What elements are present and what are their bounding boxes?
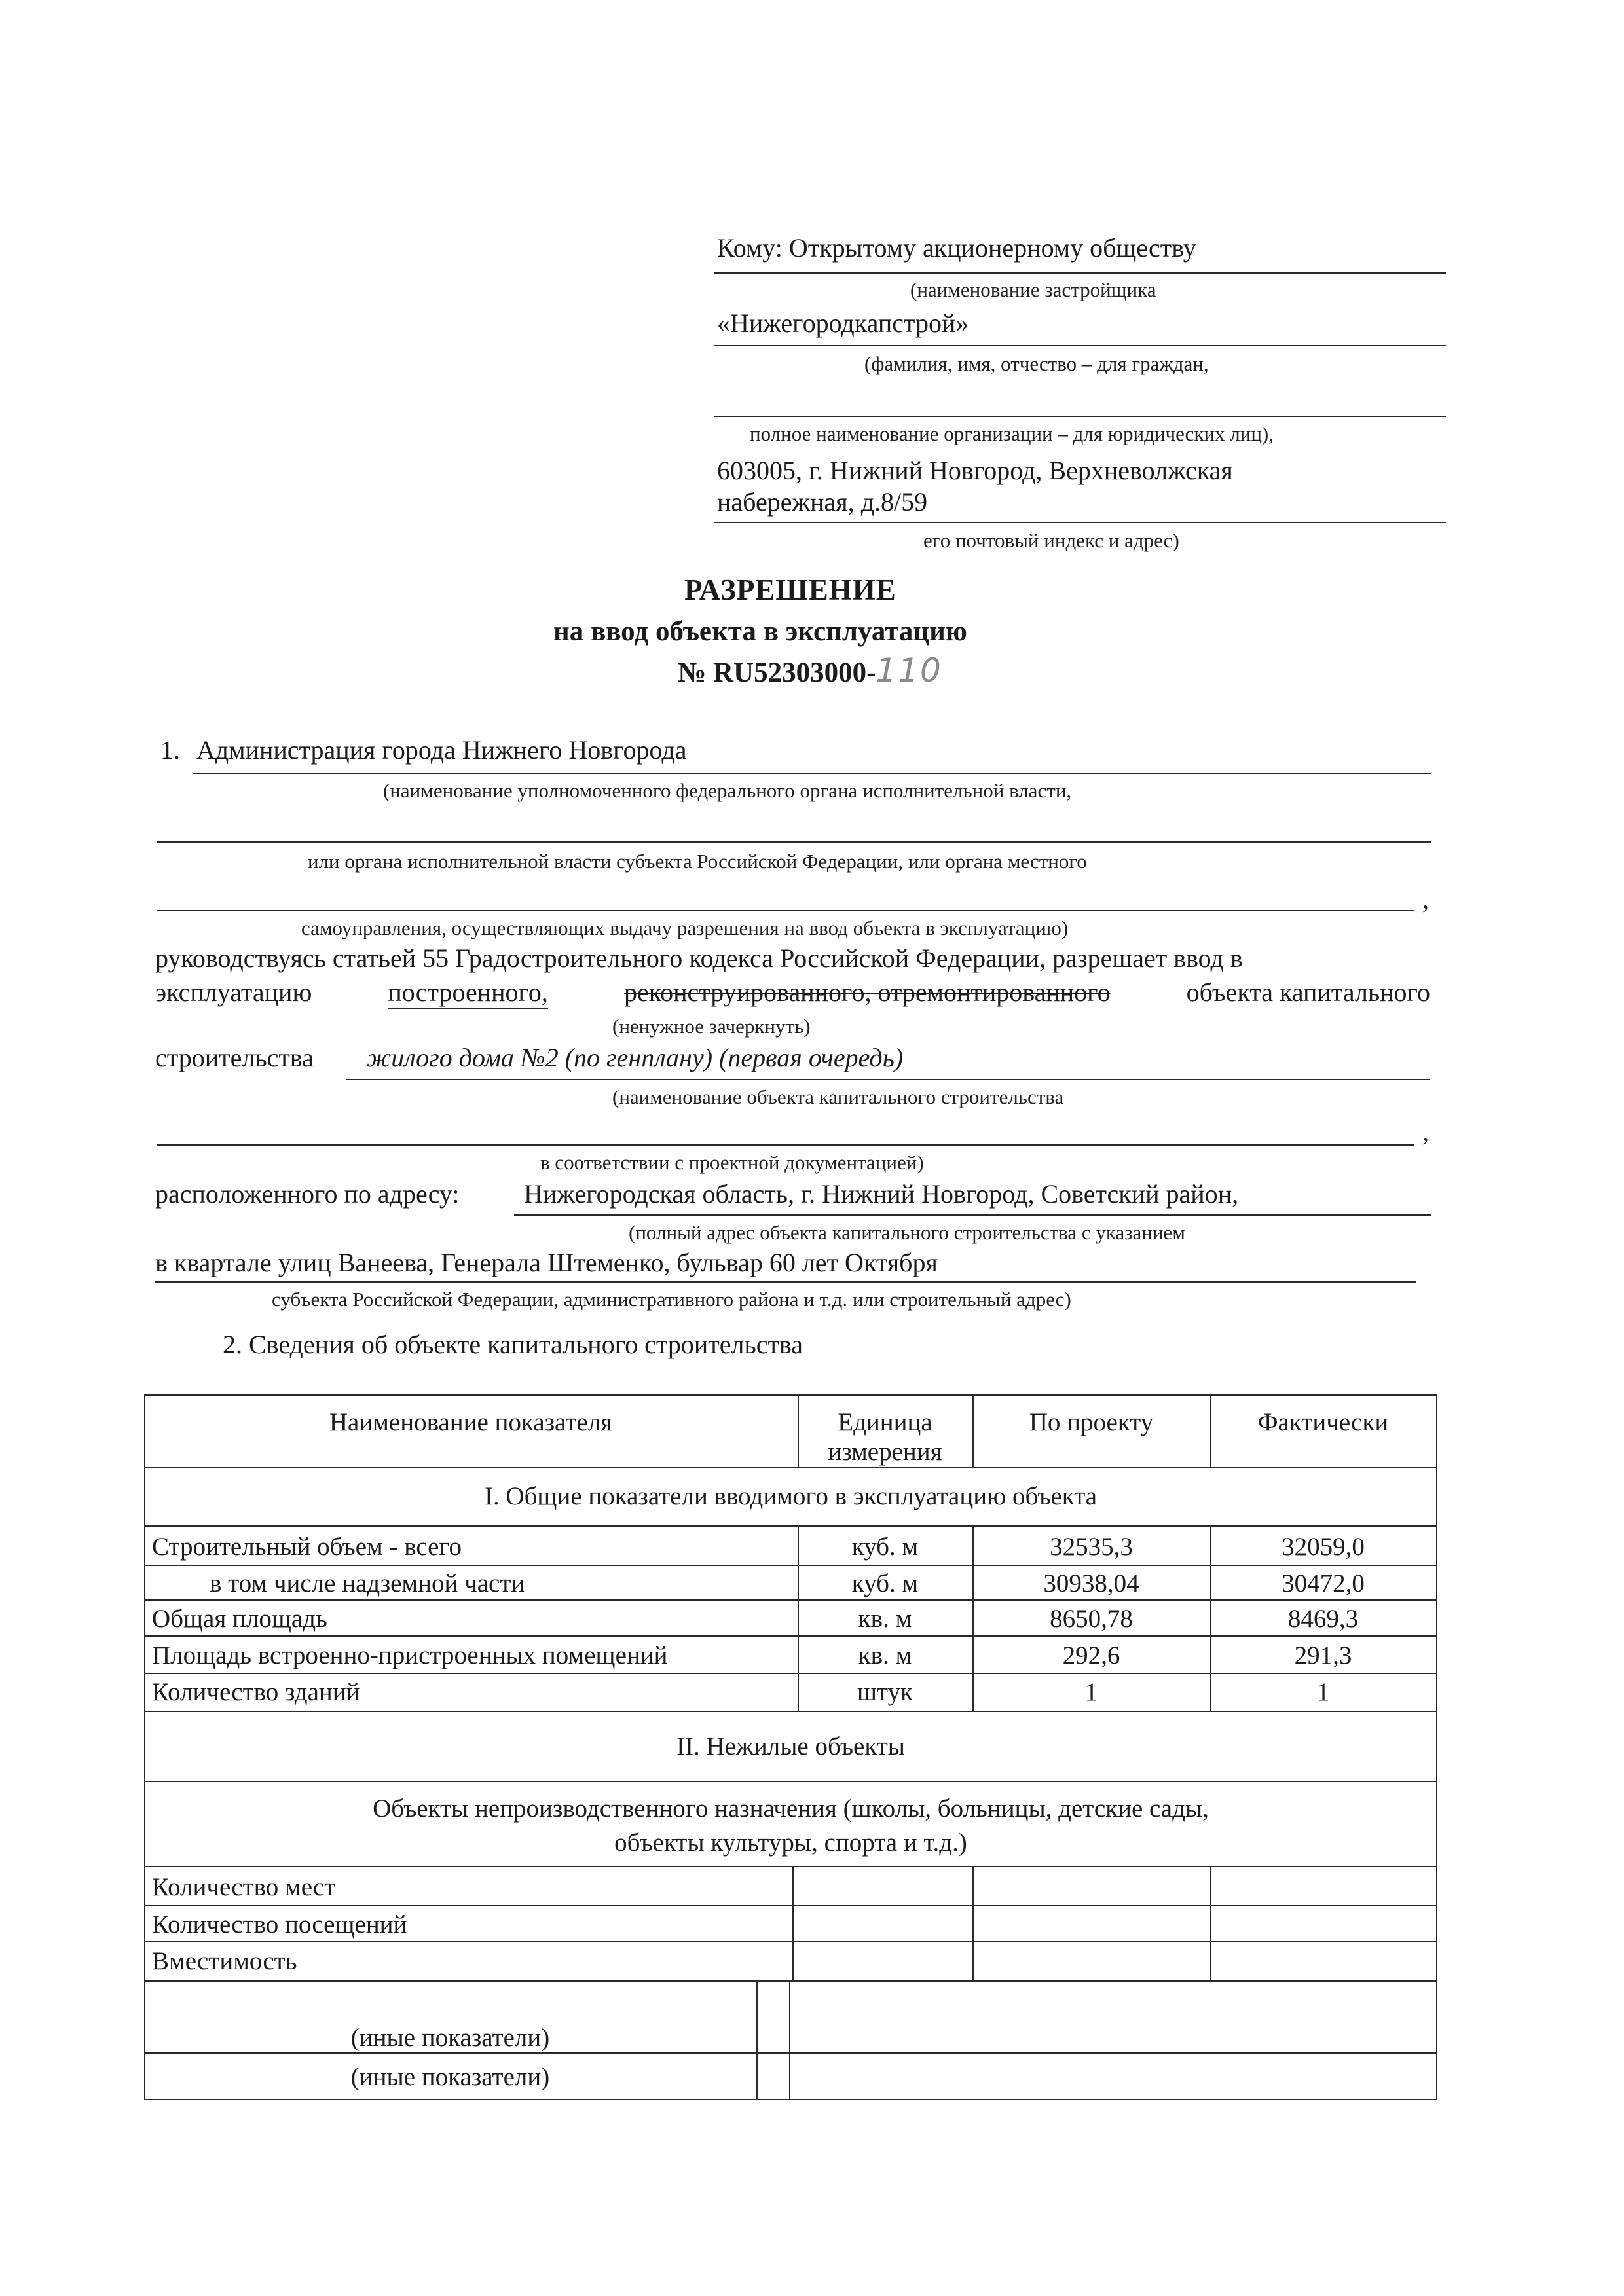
- row-unit: куб. м: [851, 1569, 919, 1597]
- table-border: [144, 1599, 1437, 1601]
- other-indicators-2: (иные показатели): [350, 2063, 550, 2091]
- row-actual: 32059,0: [1282, 1533, 1365, 1561]
- underline: [157, 1144, 1414, 1146]
- row-name: Площадь встроенно-пристроенных помещений: [152, 1641, 668, 1669]
- authority-caption-2: или органа исполнительной власти субъекта Российской Федерации, или органа местного: [308, 850, 1087, 873]
- organization-caption: полное наименование организации – для юридических лиц),: [750, 422, 1274, 445]
- row-project: 32535,3: [1050, 1533, 1133, 1561]
- row-unit: штук: [857, 1678, 913, 1706]
- handwritten-number: 110: [876, 651, 942, 689]
- table-border: [144, 1866, 1437, 1867]
- row-project: 8650,78: [1050, 1605, 1133, 1633]
- section-2-title: 2. Сведения об объекте капитального строительства: [223, 1330, 803, 1359]
- table-border: [972, 1866, 974, 1980]
- table-border: [144, 1525, 1437, 1527]
- group-general-indicators: I. Общие показатели вводимого в эксплуатацию объекта: [484, 1482, 1098, 1510]
- number-prefix: № RU52303000-: [678, 657, 876, 688]
- addressee-line: Кому: Открытому акционерному обществу: [717, 233, 1196, 263]
- header-project: По проекту: [1029, 1408, 1154, 1436]
- other-indicators-1: (иные показатели): [350, 2024, 550, 2052]
- row-actual: 30472,0: [1282, 1569, 1365, 1597]
- table-border: [792, 1866, 794, 1980]
- underline: [157, 910, 1414, 911]
- permit-text-line-1: руководствуясь статьей 55 Градостроительного кодекса Российской Федерации, разрешает ввод в: [155, 943, 1243, 973]
- group-non-production-line-2: объекты культуры, спорта и т.д.): [614, 1829, 967, 1857]
- underline: [714, 272, 1446, 274]
- postal-address-caption: его почтовый индекс и адрес): [923, 529, 1179, 552]
- object-address-line-2: в квартале улиц Ванеева, Генерала Штеменко, бульвар 60 лет Октября: [155, 1248, 938, 1277]
- row-actual: 291,3: [1294, 1641, 1352, 1669]
- strike-caption: (ненужное зачеркнуть): [612, 1015, 811, 1038]
- permit-text-commission: эксплуатацию: [155, 977, 312, 1007]
- object-info-table: [144, 1394, 1437, 2100]
- developer-caption: (наименование застройщика: [910, 278, 1156, 301]
- group-non-residential: II. Нежилые объекты: [676, 1732, 906, 1760]
- header-unit-line-1: Единица: [838, 1408, 932, 1436]
- document-title: РАЗРЕШЕНИЕ: [684, 574, 896, 606]
- table-border: [144, 1673, 1437, 1674]
- row-project: 292,6: [1062, 1641, 1120, 1669]
- table-border: [789, 1980, 790, 2100]
- authority-name: Администрация города Нижнего Новгорода: [196, 735, 687, 765]
- header-actual: Фактически: [1257, 1408, 1389, 1436]
- authority-caption-1: (наименование уполномоченного федерального органа исполнительной власти,: [383, 779, 1072, 802]
- table-border: [144, 1635, 1437, 1637]
- table-border: [144, 1781, 1437, 1782]
- location-label: расположенного по адресу:: [155, 1179, 460, 1209]
- table-border: [144, 2099, 1437, 2100]
- row-name: Количество посещений: [152, 1910, 407, 1939]
- option-struck: реконструированного, отремонтированного: [623, 977, 1111, 1007]
- row-name: Количество мест: [152, 1873, 336, 1901]
- row-unit: кв. м: [858, 1641, 912, 1669]
- underline: [714, 345, 1446, 346]
- section-number: 1.: [160, 735, 180, 765]
- table-border: [144, 1980, 1437, 1982]
- comma: ,: [1422, 884, 1429, 914]
- postal-address-line-1: 603005, г. Нижний Новгород, Верхневолжская: [717, 456, 1233, 485]
- option-built: построенного,: [388, 977, 548, 1009]
- row-name: в том числе надземной части: [210, 1569, 525, 1597]
- address-caption-1: (полный адрес объекта капитального строительства с указанием: [629, 1221, 1185, 1244]
- citizen-caption: (фамилия, имя, отчество – для граждан,: [864, 352, 1209, 375]
- underline: [157, 841, 1431, 843]
- row-unit: кв. м: [858, 1605, 912, 1633]
- underline: [346, 1079, 1430, 1080]
- row-project: 1: [1084, 1678, 1098, 1706]
- header-unit-line-2: измерения: [828, 1438, 942, 1466]
- underline: [155, 1281, 1416, 1283]
- underline: [514, 1214, 1431, 1216]
- row-unit: куб. м: [851, 1533, 919, 1561]
- table-border: [144, 1565, 1437, 1566]
- table-border: [1210, 1866, 1211, 1980]
- underline: [193, 773, 1431, 774]
- row-actual: 8469,3: [1287, 1605, 1359, 1633]
- table-border: [144, 1394, 1437, 1396]
- row-name: Количество зданий: [152, 1678, 360, 1706]
- permit-text-line-2: [155, 977, 1430, 1009]
- project-docs-caption: в соответствии с проектной документацией): [540, 1151, 924, 1174]
- developer-name: «Нижегородкапстрой»: [717, 308, 969, 338]
- construction-label: строительства: [155, 1043, 314, 1072]
- header-indicator-name: Наименование показателя: [329, 1408, 613, 1436]
- object-name: жилого дома №2 (по генплану) (первая очередь): [367, 1043, 904, 1072]
- row-name: Общая площадь: [152, 1605, 327, 1633]
- table-border: [144, 1467, 1437, 1468]
- row-actual: 1: [1316, 1678, 1330, 1706]
- table-border: [144, 2052, 1437, 2054]
- row-name: Вместимость: [152, 1947, 297, 1975]
- table-border: [144, 1711, 1437, 1712]
- permit-text-object: объекта капитального: [1186, 977, 1430, 1007]
- row-project: 30938,04: [1043, 1569, 1139, 1597]
- row-name: Строительный объем - всего: [152, 1533, 462, 1561]
- table-border: [144, 1905, 1437, 1906]
- group-non-production-line-1: Объекты непроизводственного назначения (школы, больницы, детские сады,: [373, 1795, 1209, 1823]
- object-address-line-1: Нижегородская область, г. Нижний Новгород, Советский район,: [524, 1179, 1239, 1209]
- table-border: [144, 1941, 1437, 1942]
- document-number: [678, 651, 942, 689]
- postal-address-line-2: набережная, д.8/59: [717, 487, 928, 517]
- underline: [714, 416, 1446, 417]
- object-caption: (наименование объекта капитального строительства: [612, 1085, 1064, 1108]
- underline: [714, 522, 1446, 523]
- table-border: [756, 1980, 758, 2100]
- authority-caption-3: самоуправления, осуществляющих выдачу разрешения на ввод объекта в эксплуатацию): [301, 917, 1069, 939]
- address-caption-2: субъекта Российской Федерации, административного района и т.д. или строительный адрес): [272, 1288, 1071, 1311]
- document-subtitle: на ввод объекта в эксплуатацию: [553, 616, 967, 647]
- comma: ,: [1422, 1117, 1429, 1146]
